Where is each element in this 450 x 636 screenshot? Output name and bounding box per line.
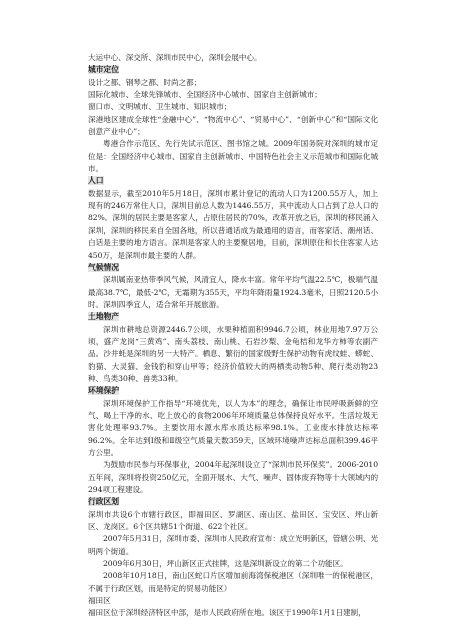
admin-paragraph-4: 2008年10月18日，南山区蛇口片区增加前海湾保税港区（深圳唯一的保税港区，不属于行政区划，而是特定的贸易功能区） [88,571,378,593]
section-heading-population: 人口 [88,176,104,186]
admin-paragraph-1: 深圳市共设6个市辖行政区，即福田区、罗湖区、南山区、盐田区、宝安区、坪山新区、龙岗区。6个区共辖51个街道、622个社区。 [88,509,378,532]
land-paragraph: 深圳市耕地总资源2446.7公顷，水果种植面积9946.7公顷，林业用地7.97万公顷，盛产龙岗“三黄鸡”、南头荔枝、南山桃、石岩沙梨、金龟桔和龙华方柿等农副产品。沙井蚝是深圳的另一大特产。栖息、繁衍的国家级野生保护动物有虎纹蛙、蟒蛇、豹猫、大灵猫、金钱豹和穿山甲等；经济价值较大的两栖类动物5种、爬行类动物23种、鸟类30种、兽类33种。 [88,324,378,383]
city-line-1: 设计之都、钢琴之都、时尚之都； [88,77,202,87]
section-heading-climate: 气候情况 [88,262,119,272]
section-heading-city-positioning: 城市定位 [88,65,119,75]
environment-paragraph-1: 深圳环境保护工作指导“环境优先，以人为本”的理念，确保让市民呼吸新鲜的空气、喝上干净的水、吃上放心的食物2006年环境质量总体保持良好水平。生活垃圾无害化处理率93.7%。主要饮用水源水库水质达标率98.1%。工业废水排放达标率96.2%。全年达到Ⅰ级和Ⅱ级空气质量天数359天，区域环境噪声达标总面积399.46平方公里。 [88,398,378,457]
city-paragraph: 粤港合作示范区、先行先试示范区、图书馆之城。2009年国务院对深圳的城市定位是：全国经济中心城市、国家自主创新城市、中国特色社会主义示范城市和国际化城市。 [88,139,378,174]
admin-paragraph-3: 2009年6月30日，坪山新区正式挂牌，这是深圳新设立的第二个功能区。 [103,559,348,569]
climate-paragraph: 深圳属南亚热带季风气候，风清宜人，降水丰富。常年平均气温22.5℃，极端气温最高38.7℃，最低-2℃，无霜期为355天，平均年降雨量1924.3毫米，日照2120.5小时。深圳四季宜人，适合常年开展旅游。 [88,275,378,309]
city-line-3: 窗口市、文明城市、卫生城市、知识城市； [88,102,232,112]
admin-paragraph-2: 2007年5月31日，深圳市委、深圳市人民政府宣布：成立光明新区，管辖公明、光明两个街道。 [88,534,378,556]
section-heading-administrative: 行政区划 [88,497,119,507]
section-heading-land-products: 土地物产 [88,312,119,322]
document-body [88,52,378,620]
section-heading-environment: 环境保护 [88,386,119,396]
population-paragraph: 数据显示，截至2010年5月18日，深圳市累计登记的流动人口为1200.55万人，加上现有的246万常住人口，深圳目前总人数为1446.55万，其中流动人口占到了总人口的82%。深圳的居民主要是客家人，占原住居民的70%，改革开放之后，深圳的移民涌入深圳，深圳的移民来自全国各地，所以普通话成为最通用的语言，而客家话、潮州话、白话是主要的地方语言。深圳是客家人的主要聚居地，目前，深圳原住和长住客家人达450万，是深圳市最主要的人群。 [88,188,378,260]
admin-subheading-futian: 福田区 [88,596,111,606]
city-line-4: 深港地区建成全球性“金融中心”、“物流中心”、“贸易中心”、“创新中心”和“国际文化创意产业中心”； [88,114,378,137]
intro-line: 大运中心、深交所、深圳市民中心，深圳会展中心。 [88,53,262,62]
admin-paragraph-5: 福田区位于深圳经济特区中部，是市人民政府所在地。该区于1990年1月1日建制， [88,608,366,618]
environment-paragraph-2: 为鼓励市民参与环保事业，2004年起深圳设立了“深圳市民环保奖”。2006-2010五年间，深圳将投资250亿元，全面开展水、大气、噪声、固体废弃物等十大领域内的294项工程建设。 [88,460,378,495]
city-line-2: 国际化城市、全球先锋城市、全国经济中心城市、国家自主创新城市； [88,90,322,100]
